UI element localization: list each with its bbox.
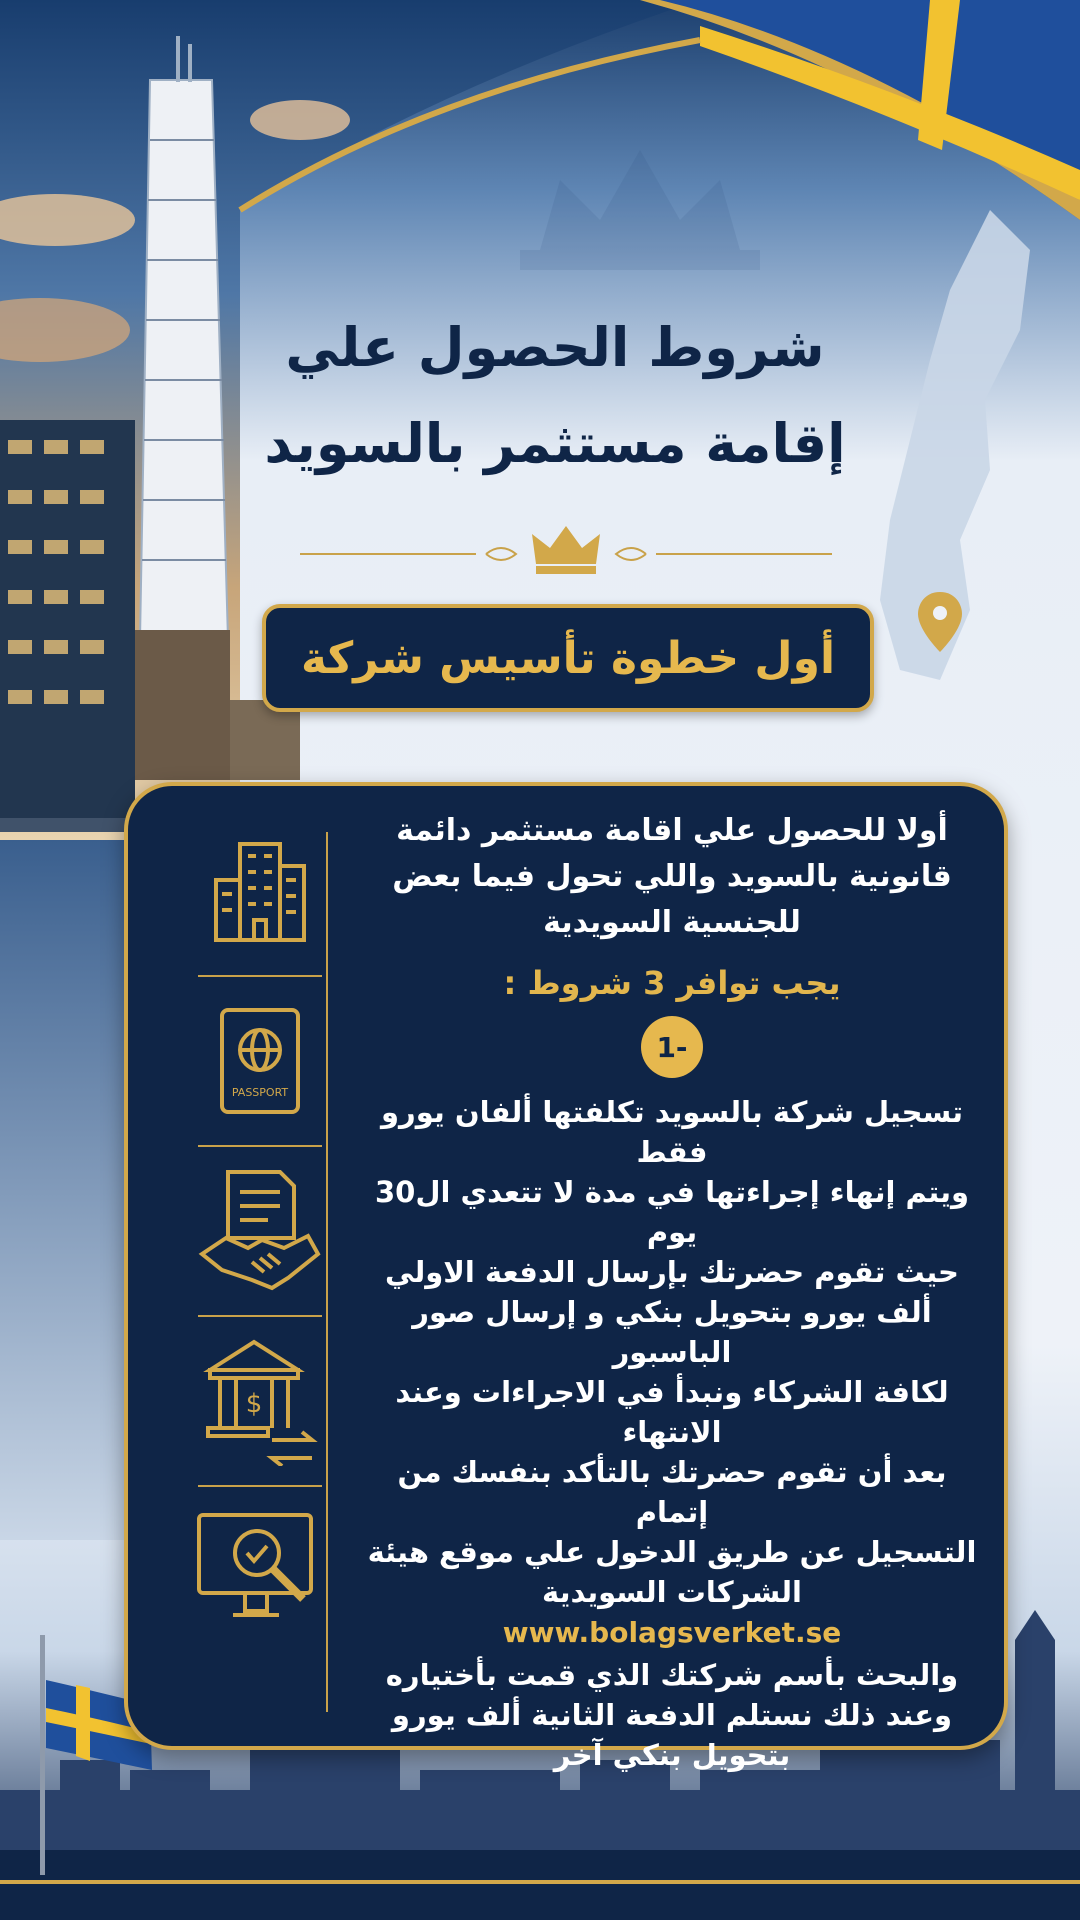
passport-icon — [185, 986, 335, 1136]
computer-search-icon — [185, 1496, 335, 1646]
step-line: حيث تقوم حضرتك بإرسال الدفعة الاولي — [385, 1255, 959, 1289]
step-line: ويتم إنهاء إجراءتها في مدة لا تتعدي ال30 يوم — [374, 1175, 970, 1249]
crown-icon — [532, 526, 600, 574]
title-line-2: إقامة مستثمر بالسويد — [264, 412, 846, 475]
first-step-label: أول خطوة تأسيس شركة — [300, 632, 836, 684]
icon-separator — [198, 1315, 322, 1317]
step-line: تسجيل شركة بالسويد تكلفتها ألفان يورو فقط — [381, 1095, 963, 1169]
crown-divider — [296, 520, 836, 584]
step-number-badge: 1- — [641, 1016, 703, 1078]
passport-label: PASSPORT — [231, 1086, 289, 1099]
title-line-1: شروط الحصول علي — [285, 316, 825, 379]
building-icon — [185, 816, 335, 966]
info-panel — [124, 782, 1008, 1772]
step-line: لكافة الشركاء ونبدأ في الاجراءات وعند الانتهاء — [395, 1375, 949, 1449]
requirement-heading: يجب توافر 3 شروط : — [503, 964, 841, 1002]
handshake-document-icon — [185, 1156, 335, 1306]
website-link[interactable]: www.bolagsverket.se — [502, 1616, 842, 1649]
page-title — [240, 300, 870, 492]
bank-transfer-icon — [185, 1326, 335, 1476]
svg-text:$: $ — [245, 1389, 263, 1419]
intro-line-3: للجنسية السويدية — [543, 905, 801, 940]
closing-line: بتحويل بنكي آخر — [553, 1738, 791, 1772]
first-step-banner — [262, 604, 874, 712]
closing-line: والبحث بأسم شركتك الذي قمت بأختياره — [385, 1658, 959, 1692]
icon-column — [164, 816, 356, 1716]
step-line: بعد أن تقوم حضرتك بالتأكد بنفسك من إتمام — [397, 1455, 947, 1529]
flag-corner — [640, 0, 1080, 220]
panel-text — [362, 808, 982, 1772]
step-line: الشركات السويدية — [541, 1575, 802, 1609]
icon-separator — [198, 1485, 322, 1487]
icon-separator — [198, 975, 322, 977]
icon-separator — [198, 1145, 322, 1147]
step-line: التسجيل عن طريق الدخول علي موقع هيئة — [367, 1535, 977, 1569]
step-line: ألف يورو بتحويل بنكي و إرسال صور الباسبور — [412, 1295, 932, 1369]
closing-line: وعند ذلك نستلم الدفعة الثانية ألف يورو — [391, 1698, 953, 1732]
intro-line-1: أولا للحصول علي اقامة مستثمر دائمة — [396, 813, 948, 848]
intro-line-2: قانونية بالسويد واللي تحول فيما بعض — [392, 859, 952, 894]
crown-watermark — [520, 150, 760, 270]
